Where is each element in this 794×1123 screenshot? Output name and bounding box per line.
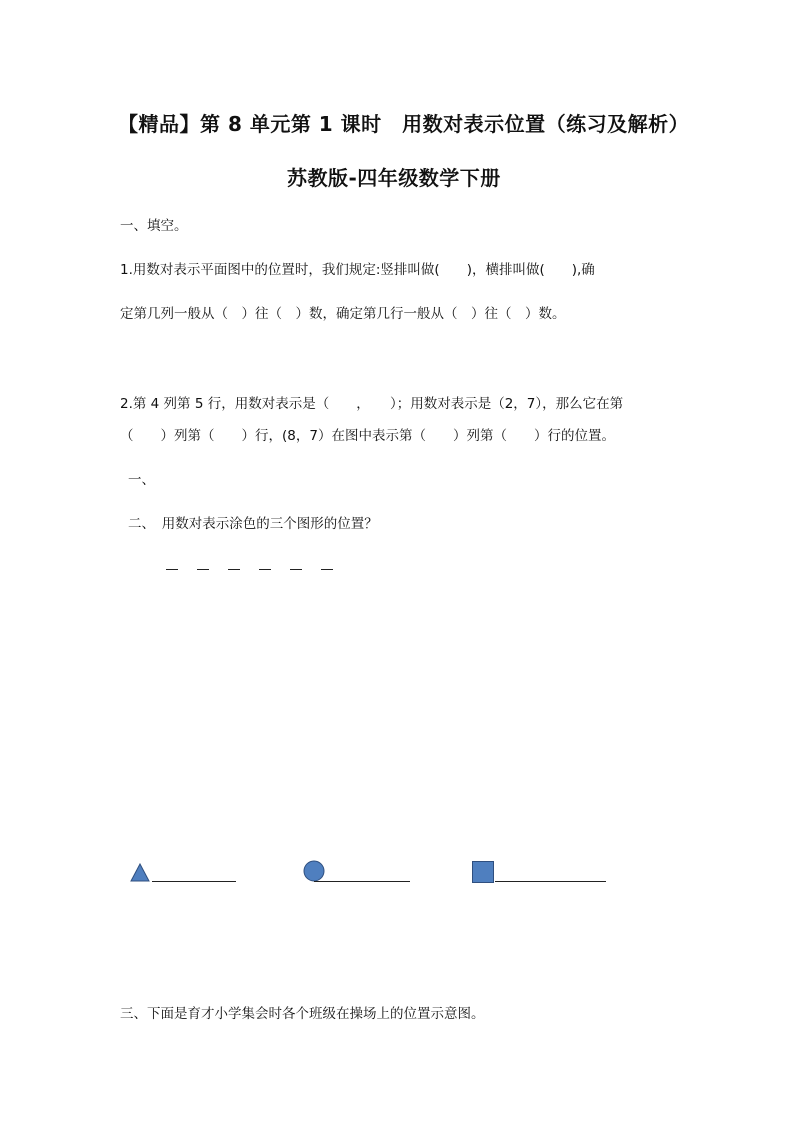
circle-icon xyxy=(303,860,325,882)
triangle-answer-line[interactable] xyxy=(152,881,236,882)
question-2-line-2: （ ）列第（ ）行，(8，7）在图中表示第（ ）列第（ ）行的位置。 xyxy=(120,428,615,444)
section-1-heading: 一、填空。 xyxy=(120,218,188,234)
section-2-heading: 二、 用数对表示涂色的三个图形的位置？ xyxy=(128,516,378,532)
section-3-heading: 三、下面是育才小学集会时各个班级在操场上的位置示意图。 xyxy=(120,1006,485,1022)
document-subtitle: 苏教版-四年级数学下册 xyxy=(287,166,501,190)
question-2-line-1: 2.第 4 列第 5 行，用数对表示是（ ， ）；用数对表示是（2，7），那么它在第 xyxy=(120,396,624,412)
circle-answer-line[interactable] xyxy=(314,881,410,882)
triangle-icon xyxy=(130,863,150,883)
placeholder-dashes xyxy=(166,555,352,574)
question-1-line-1: 1.用数对表示平面图中的位置时，我们规定:竖排叫做( )，横排叫做( ),确 xyxy=(120,262,595,278)
question-1-line-2: 定第几列一般从（ ）往（ ）数，确定第几行一般从（ ）往（ ）数。 xyxy=(120,306,566,322)
square-icon xyxy=(472,861,494,883)
square-answer-line[interactable] xyxy=(495,881,606,882)
document-title: 【精品】第 8 单元第 1 课时 用数对表示位置（练习及解析） xyxy=(118,112,690,136)
stray-heading: 一、 xyxy=(128,472,155,488)
